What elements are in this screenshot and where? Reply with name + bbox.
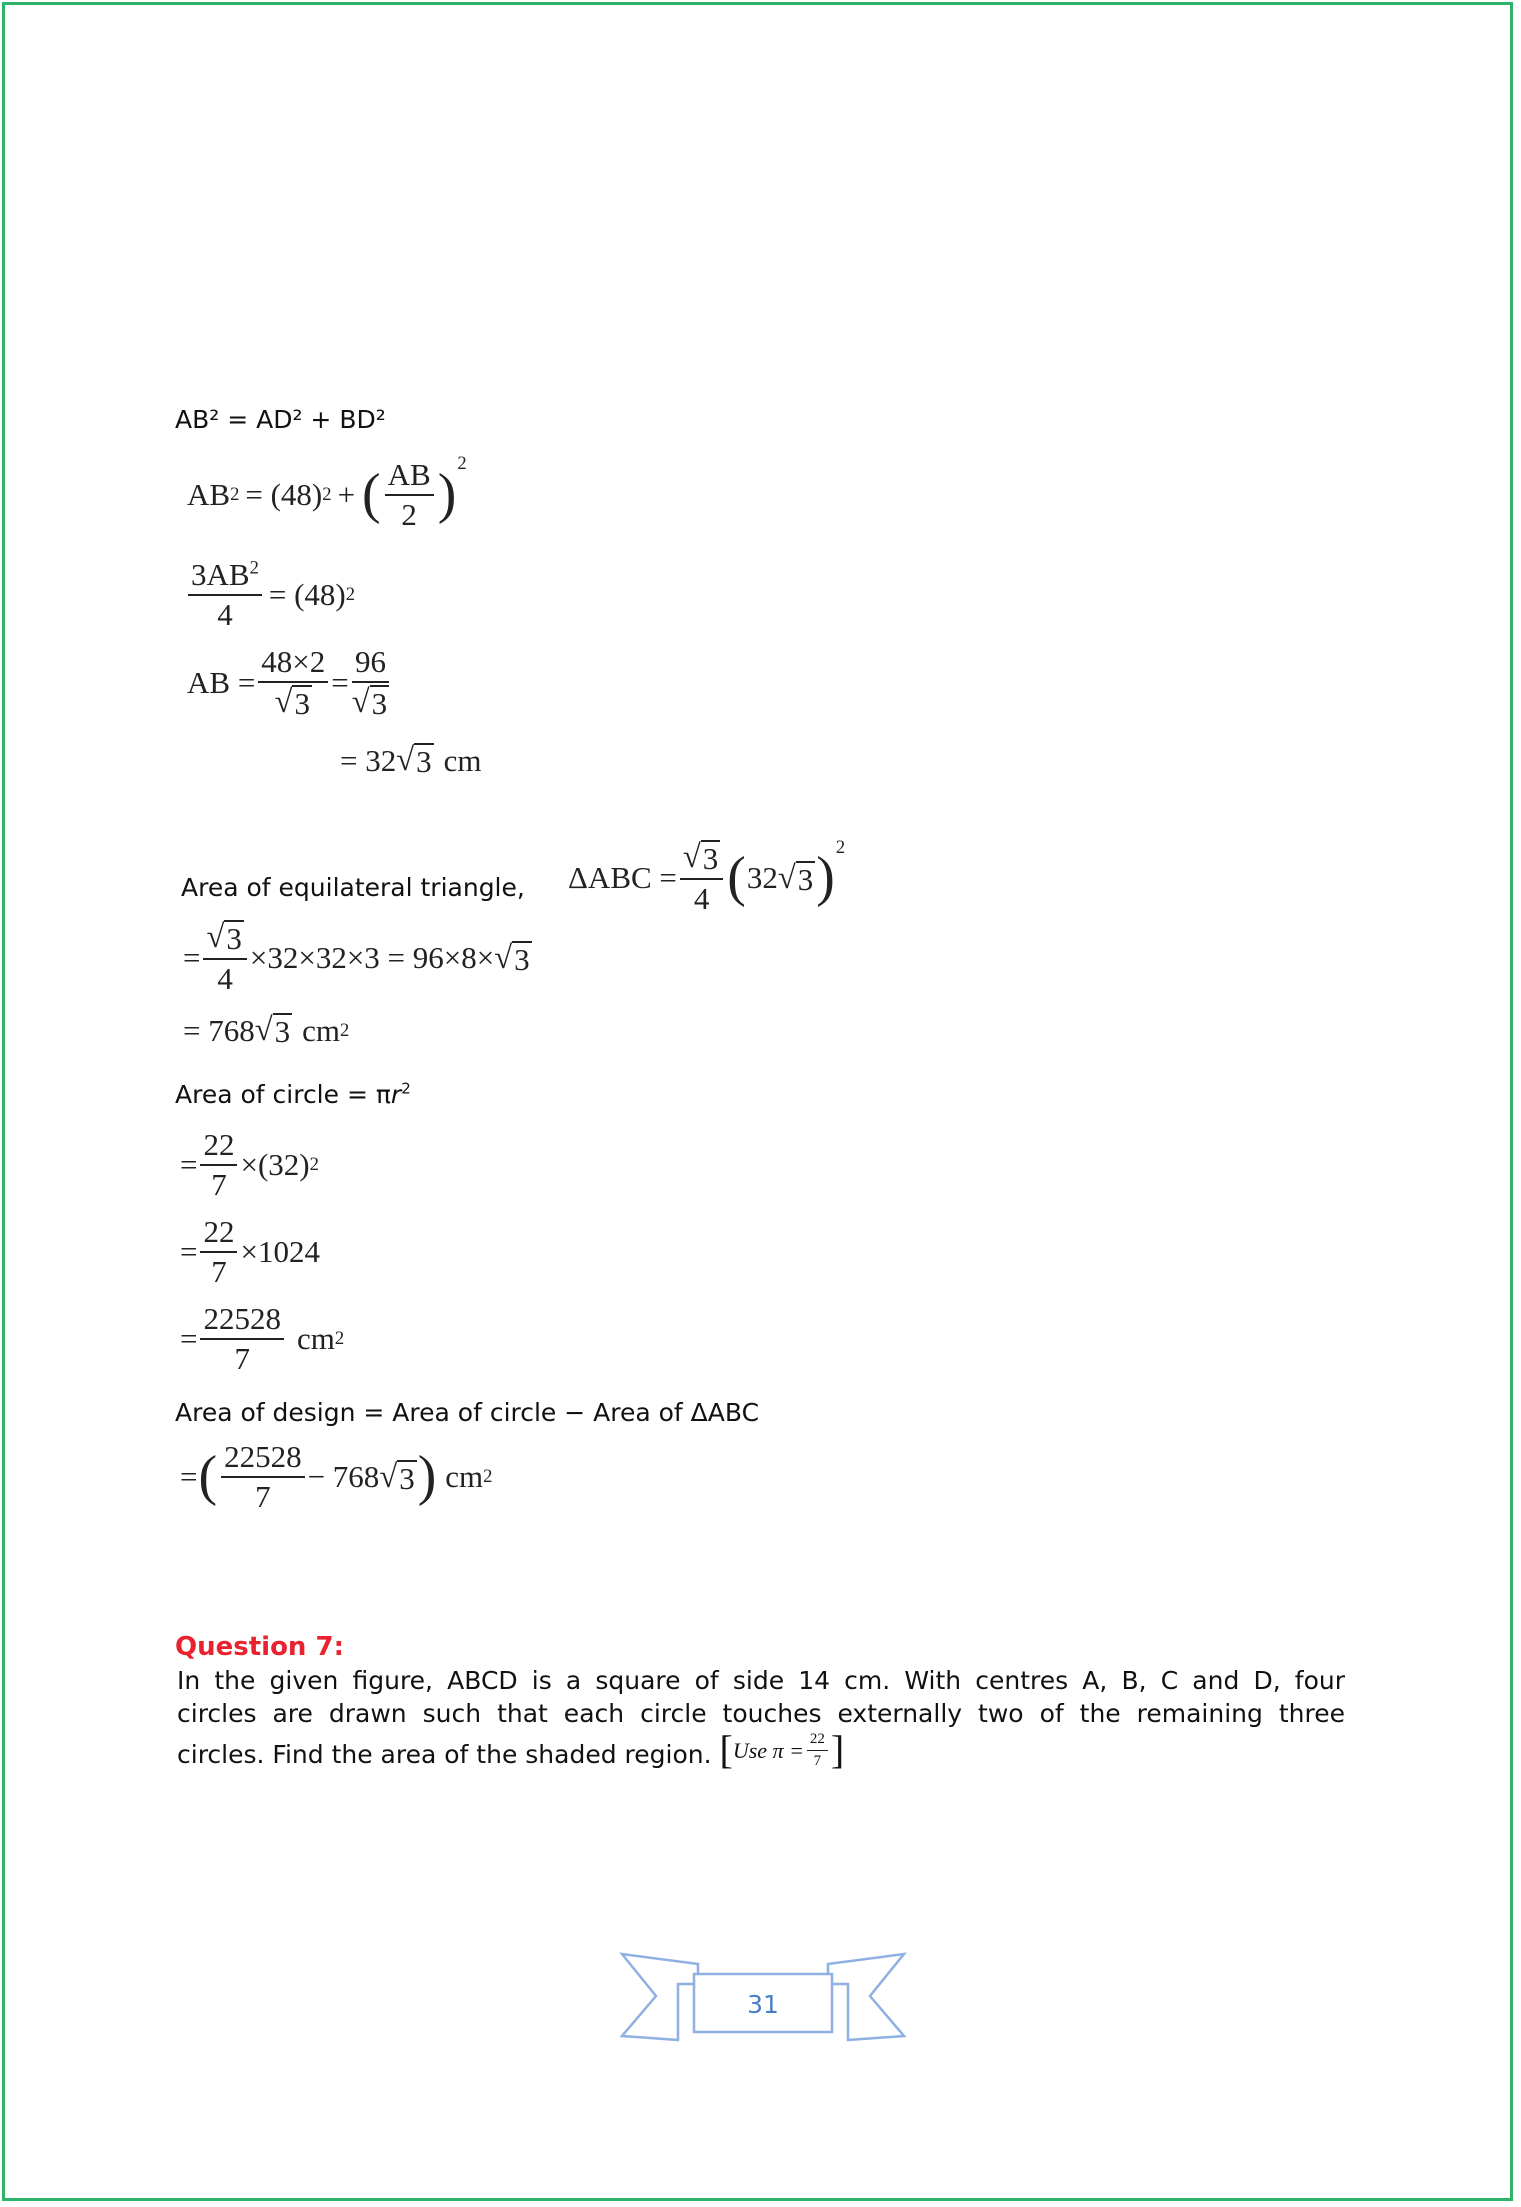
eq4-post: cm [443,742,482,778]
eq2-frac-den: 4 [217,597,233,633]
eq3-fraction-2 [352,645,389,721]
triangle-frac-den: 4 [693,881,710,917]
eq2-frac-num-wrap [188,558,262,596]
tri-step1-num: 3 [226,921,242,956]
circle-s2-num: 22 [200,1215,237,1253]
circle-s2-rest: ×1024 [240,1234,320,1270]
tri-step1-num-wrap: √ 3 [203,920,246,960]
question-line-3: circles. Find the area of the shaded region. [177,1740,712,1769]
eq3-frac1-num: 48×2 [258,645,328,683]
sqrt-symbol: √ 3 [396,742,432,779]
question-line-1: In the given figure, ABCD is a square of side 14 cm. With centres A, B, C and D, four [177,1666,1345,1695]
eq1-frac-num: AB [385,458,434,496]
circle-s1-fraction [200,1128,237,1202]
equation-3ab-squared: $\frac{3AB^2}{4}$ = (48) 2 [185,558,355,632]
eq3-frac2-num: 96 [352,645,389,683]
tri-step2-unit: cm [302,1012,340,1048]
tri-step1-eq: = [183,940,201,976]
pi-note [719,1727,845,1772]
circle-s3-fraction [200,1302,284,1376]
eq2-frac-num: 3AB [191,557,250,592]
sqrt-symbol: √ 3 [379,1458,415,1496]
eq2-frac-num-sup: 2 [249,557,259,579]
triangle-paren-pre: 32 [746,860,778,896]
eq1-lhs: AB [187,477,231,513]
circle-s1-num: 22 [200,1128,237,1166]
design-label: Area of design = Area of circle − Area of ΔABC [175,1398,760,1427]
eq3-fraction-1 [258,645,328,721]
eq1-plus: + [337,477,356,513]
eq4-rad: 3 [416,743,432,779]
paren-open: ( [727,846,746,909]
eq1-mid: = (48) [245,477,323,513]
circle-label-sup: 2 [401,1079,411,1098]
design-num: 22528 [221,1440,305,1478]
paren-open: ( [362,463,381,526]
pythagoras-line: AB² = AD² + BD² [175,405,386,434]
equation-ab-squared: AB 2 = (48) 2 + ( $\frac{AB}{2}$ ) 2 [187,453,467,533]
tri-step1-rest: ×32×32×3 = 96×8× [249,940,495,976]
sqrt-symbol: √ 3 [351,684,388,722]
circle-s1-den: 7 [211,1167,227,1203]
eq3-frac2-den-wrap [352,683,389,721]
eq3-frac1-den-wrap [275,683,312,721]
pi-note-pre: Use π = [732,1737,804,1763]
sqrt-symbol: √ 3 [494,939,530,977]
circle-label [175,1080,411,1109]
eq2-rhs: = (48) [268,577,346,613]
circle-s2-fraction [200,1215,237,1289]
eq3-lhs: AB = [187,665,256,701]
ribbon-right-tail [828,1954,904,2040]
eq3-eq: = [331,665,349,701]
circle-s1-rest: ×(32) [240,1147,310,1183]
circle-s3-den: 7 [234,1341,250,1377]
eq1-fraction [385,458,434,532]
eq3-frac2-den: 3 [371,686,388,722]
triangle-step-2: = 768 √ 3 cm 2 [183,1012,350,1049]
equation-ab-result [340,742,481,779]
triangle-step-1 [183,920,532,996]
circle-s2-eq: = [180,1234,198,1270]
circle-step-1: = $\frac{22}{7}$ ×(32) 2 [180,1127,319,1203]
page-number: 31 [747,1990,779,2019]
paren-close: ) [437,463,457,526]
triangle-fraction [680,840,723,916]
design-mid: − 768 [307,1459,380,1495]
tri-step2-rad: 3 [274,1013,291,1049]
tri-step1-fraction [203,920,246,996]
circle-step-3: = $\frac{22528}{7}$ cm 2 [180,1301,345,1377]
triangle-frac-num: 3 [702,841,719,876]
triangle-label: Area of equilateral triangle, [181,873,525,902]
design-den: 7 [255,1479,271,1515]
triangle-paren-rad: 3 [797,861,814,897]
design-eq: = [180,1459,198,1495]
bracket-open: [ [719,1727,733,1772]
circle-s1-eq: = [180,1147,198,1183]
ribbon-left-tail [622,1954,698,2040]
eq3-frac1-den: 3 [294,686,310,722]
paren-close: ) [816,846,835,909]
circle-s2-den: 7 [211,1254,227,1290]
pi-note-den: 7 [813,1752,822,1769]
circle-s3-eq: = [180,1321,198,1357]
paren-close: ) [417,1445,437,1508]
circle-label-pre: Area of circle = π [175,1080,391,1109]
design-unit: cm [445,1459,484,1495]
eq2-fraction [188,558,262,632]
tri-step1-den: 4 [217,961,233,997]
triangle-formula: ΔABC = √ 3 4 ( 32 √ 3 ) 2 [568,837,846,917]
eq1-frac-den: 2 [401,497,417,533]
design-fraction [221,1440,305,1514]
tri-step1-rad: 3 [514,941,530,977]
triangle-lhs: ΔABC = [568,860,677,896]
triangle-frac-num-wrap: √ 3 [680,840,723,880]
question-title: Question 7: [175,1632,344,1662]
sqrt-symbol: √ 3 [254,1012,291,1049]
bracket-close: ] [830,1727,845,1772]
equation-ab-value [187,645,392,721]
pi-note-fraction [807,1731,828,1769]
eq4-pre: = 32 [340,742,397,778]
question-text [177,1664,1345,1771]
circle-s3-num: 22528 [200,1302,284,1340]
sqrt-symbol: √ 3 [777,859,814,897]
circle-step-2 [180,1215,320,1289]
sqrt-symbol: √ 3 [274,684,310,722]
question-line-2: circles are drawn such that each circle touches externally two of the remaining three [177,1699,1345,1728]
question-line-3-wrap [177,1727,1345,1772]
circle-s3-unit: cm [296,1321,335,1357]
pi-note-num: 22 [807,1731,828,1751]
tri-step2-pre: = 768 [183,1012,255,1048]
circle-label-var: r [390,1080,402,1109]
design-result: = ( $\frac{22528}{7}$ − 768 √ 3 ) cm 2 [180,1439,493,1515]
paren-open: ( [198,1445,218,1508]
design-rad: 3 [399,1460,415,1496]
